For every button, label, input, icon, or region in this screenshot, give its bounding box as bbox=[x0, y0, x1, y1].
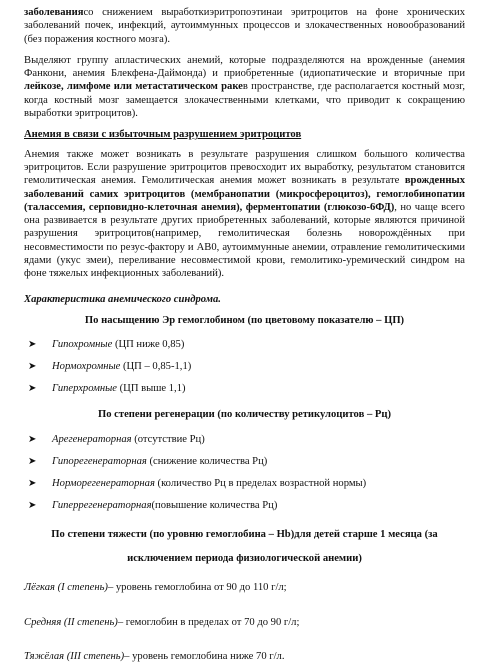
list-severity bbox=[24, 581, 465, 663]
paragraph-secondary-anemia: заболеваниясо снижением выработкиэритропоэтинаи эритроцитов на фоне хронических заболеваний почек, инфекций, аутоиммунных процессов и злокачественных новообразований (без поражения костного мозга). bbox=[24, 7, 465, 45]
list-item: ➤ Гипорегенераторная (снижение количества Рц) bbox=[28, 456, 268, 468]
list-item: ➤ Гипохромные (ЦП ниже 0,85) bbox=[28, 339, 185, 351]
group-title-regeneration: По степени регенерации (по количеству ретикулоцитов – Рц) bbox=[98, 409, 391, 421]
list-item: ➤ Гиперхромные (ЦП выше 1,1) bbox=[28, 383, 186, 395]
list-regeneration bbox=[24, 433, 465, 512]
arrow-bullet-icon: ➤ bbox=[28, 383, 37, 395]
arrow-bullet-icon: ➤ bbox=[28, 339, 37, 351]
section-heading: Анемия в связи с избыточным разрушением эритроцитов bbox=[24, 129, 302, 141]
group-title-color-index: По насыщению Эр гемоглобином (по цветовому показателю – ЦП) bbox=[84, 314, 405, 326]
list-item: ➤ Нормохромные (ЦП – 0,85-1,1) bbox=[28, 361, 192, 373]
bold-term: лейкозе, лимфоме или метастатическом раке bbox=[24, 81, 243, 93]
bold-term: врожденных заболеваний самих эритроцитов (мембранопатии (микросфероцитоз), гемоглобинопатии (талассемия, серповидно-клеточная анемия), ферментопатии (глюкозо-6ФД) bbox=[24, 175, 465, 213]
list-item: ➤ Норморегенераторная (количество Рц в пределах возрастной нормы) bbox=[28, 478, 367, 490]
characteristic-title: Характеристика анемического синдрома. bbox=[24, 293, 221, 305]
group-title-severity: По степени тяжести (по уровню гемоглобина – Hb)для детей старше 1 месяца (за исключением периода физиологической анемии) bbox=[51, 529, 438, 565]
list-item: Тяжёлая (III степень)– уровень гемоглобина ниже 70 г/л. bbox=[24, 651, 285, 663]
arrow-bullet-icon: ➤ bbox=[28, 361, 37, 373]
arrow-bullet-icon: ➤ bbox=[28, 456, 37, 468]
list-item: Средняя (II степень)– гемоглобин в пределах от 70 до 90 г/л; bbox=[24, 616, 300, 628]
list-item: ➤ Гиперрегенераторная(повышение количества Рц) bbox=[28, 500, 278, 512]
paragraph-hemolytic-anemia: Анемия также может возникать в результате разрушения слишком большого количества эритроцитов. Если разрушение эритроцитов превосходит их выработку, результатом становится гемолитическая анемия. Гемолитическая анемия может возникать в результате врожденных заболеваний самих эритроцитов (мембранопатии (микросфероцитоз), гемоглобинопатии (талассемия, серповидно-клеточная анемия), ферментопатии (глюкозо-6ФД), но чаще всего она развивается в результате других приобретенных заболеваний, которые являются причиной разрушения эритроцитов(например, гемолитическая болезнь новорождённых при несовместимости по резус-фактору и АВ0, аутоиммунные анемии, отравление гемолитическими ядами (укус змеи), переливание несовместимой крови, гемолитико-уремический синдром на фоне тяжелых инфекционных заболеваний). bbox=[24, 148, 465, 280]
list-item: Лёгкая (I степень)– уровень гемоглобина от 90 до 110 г/л; bbox=[24, 582, 287, 594]
arrow-bullet-icon: ➤ bbox=[28, 434, 37, 446]
list-item: ➤ Арегенераторная (отсутствие Рц) bbox=[28, 434, 205, 446]
arrow-bullet-icon: ➤ bbox=[28, 500, 37, 512]
arrow-bullet-icon: ➤ bbox=[28, 478, 37, 490]
bold-term: заболевания bbox=[24, 7, 84, 18]
list-color-index bbox=[24, 338, 465, 395]
paragraph-aplastic-anemia: Выделяют группу апластических анемий, которые подразделяются на врожденные (анемия Фанкони, анемия Блекфена-Даймонда) и приобретенные (идиопатические и вторичные при лейкозе, лимфоме или метастатическом ракев пространстве, где располагается костный мозг, когда костный мозг замещается злокачественными клетками, что приводит к сокращению выработки эритроцитов). bbox=[24, 54, 465, 120]
document-page bbox=[24, 6, 465, 672]
